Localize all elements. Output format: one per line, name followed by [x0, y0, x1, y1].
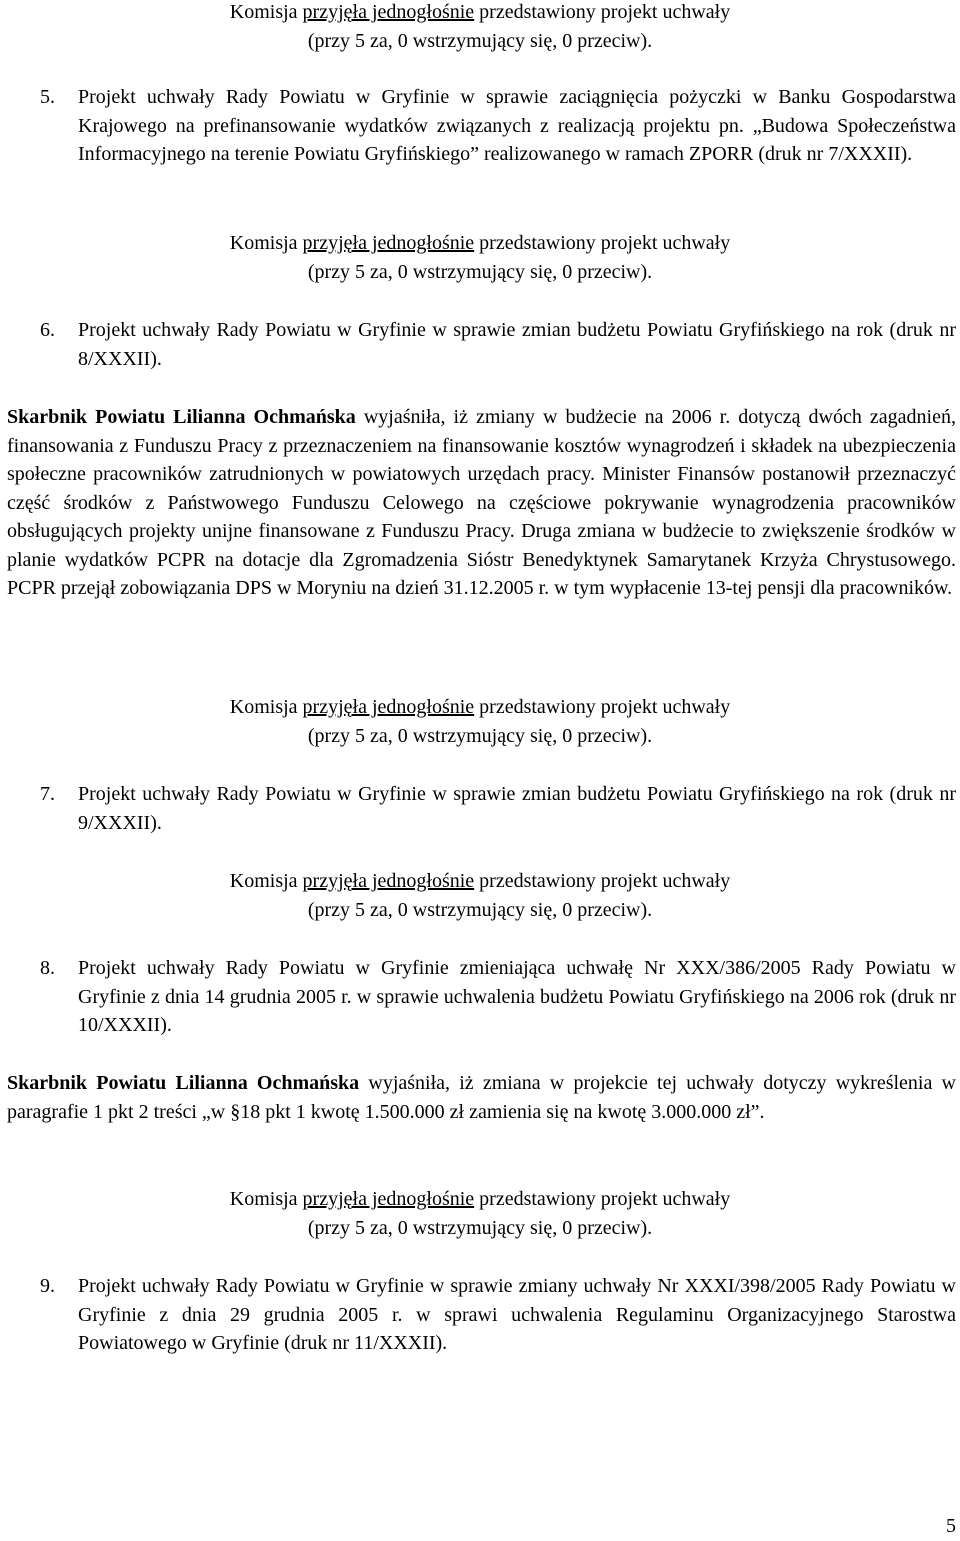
commission-text: przedstawiony projekt uchwały [474, 1188, 731, 1210]
commission-note [0, 693, 960, 750]
item-number: 6. [40, 319, 55, 341]
commission-text: przedstawiony projekt uchwały [474, 870, 731, 892]
commission-text: Komisja [229, 1188, 303, 1210]
speaker-text: wyjaśniła, iż zmiana w projekcie tej uchwały dotyczy wykreślenia w paragrafie 1 pkt 2 treści „w §18 pkt 1 kwotę 1.500.000 zł zamienia się na kwotę 3.000.000 zł”. [7, 1072, 956, 1123]
speaker-paragraph [7, 1069, 956, 1126]
commission-note [0, 867, 960, 924]
commission-note [0, 1185, 960, 1242]
item-text: Projekt uchwały Rady Powiatu w Gryfinie w sprawie zmiany uchwały Nr XXXI/398/2005 Rady Powiatu w Gryfinie z dnia 29 grudnia 2005 r. w sprawi uchwalenia Regulaminu Organizacyjnego Starostwa Powiatowego w Gryfinie (druk nr 11/XXXII). [78, 1275, 956, 1354]
item-text: Projekt uchwały Rady Powiatu w Gryfinie w sprawie zmian budżetu Powiatu Gryfińskiego na rok (druk nr 8/XXXII). [78, 319, 956, 370]
speaker-text: wyjaśniła, iż zmiany w budżecie na 2006 r. dotyczą dwóch zagadnień, finansowania z Funduszu Pracy z przeznaczeniem na finansowanie kosztów wynagrodzeń i składek na ubezpieczenia społeczne pracowników zatrudnionych w powiatowych urzędach pracy. Minister Finansów postanowił przeznaczyć część środków z Państwowego Funduszu Celowego na częściowe pokrywanie wynagrodzenia pracowników obsługujących projekty unijne finansowane z Funduszu Pracy. Druga zmiana w budżecie to zwiększenie środków w planie wydatków PCPR na dotacje dla Zgromadzenia Sióstr Benedyktynek Samarytanek Krzyża Chrystusowego. PCPR przejął zobowiązania DPS w Moryniu na dzień 31.12.2005 r. w tym wypłacenie 13-tej pensji dla pracowników. [7, 406, 956, 599]
commission-text: Komisja [229, 232, 303, 254]
item-number: 7. [40, 783, 55, 805]
commission-underlined: przyjęła jednogłośnie [302, 232, 475, 254]
commission-text: przedstawiony projekt uchwały [474, 696, 731, 718]
commission-text: Komisja [229, 1, 303, 23]
commission-votes: (przy 5 za, 0 wstrzymujący się, 0 przeciw). [307, 724, 653, 747]
agenda-item [40, 316, 956, 373]
commission-votes: (przy 5 za, 0 wstrzymujący się, 0 przeciw). [307, 898, 653, 921]
commission-text: przedstawiony projekt uchwały [474, 232, 731, 254]
commission-note [0, 229, 960, 286]
commission-text: przedstawiony projekt uchwały [474, 1, 731, 23]
speaker-name: Skarbnik Powiatu Lilianna Ochmańska [7, 406, 356, 428]
commission-text: Komisja [229, 870, 303, 892]
commission-votes: (przy 5 za, 0 wstrzymujący się, 0 przeciw). [307, 29, 653, 52]
commission-votes: (przy 5 za, 0 wstrzymujący się, 0 przeciw). [307, 260, 653, 283]
commission-underlined: przyjęła jednogłośnie [302, 1, 475, 23]
item-number: 8. [40, 957, 55, 979]
agenda-item [40, 780, 956, 837]
item-text: Projekt uchwały Rady Powiatu w Gryfinie w sprawie zaciągnięcia pożyczki w Banku Gospodarstwa Krajowego na prefinansowanie wydatków związanych z realizacją projektu pn. „Budowa Społeczeństwa Informacyjnego na terenie Powiatu Gryfińskiego” realizowanego w ramach ZPORR (druk nr 7/XXXII). [78, 86, 956, 165]
speaker-name: Skarbnik Powiatu Lilianna Ochmańska [7, 1072, 360, 1094]
commission-underlined: przyjęła jednogłośnie [302, 696, 475, 718]
item-text: Projekt uchwały Rady Powiatu w Gryfinie w sprawie zmian budżetu Powiatu Gryfińskiego na rok (druk nr 9/XXXII). [78, 783, 956, 834]
speaker-paragraph [7, 403, 956, 603]
commission-text: Komisja [229, 696, 303, 718]
item-number: 5. [40, 86, 55, 108]
agenda-item [40, 1272, 956, 1358]
commission-note [0, 0, 960, 55]
item-text: Projekt uchwały Rady Powiatu w Gryfinie zmieniająca uchwałę Nr XXX/386/2005 Rady Powiatu w Gryfinie z dnia 14 grudnia 2005 r. w sprawie uchwalenia budżetu Powiatu Gryfińskiego na 2006 rok (druk nr 10/XXXII). [78, 957, 956, 1036]
commission-underlined: przyjęła jednogłośnie [302, 870, 475, 892]
commission-votes: (przy 5 za, 0 wstrzymujący się, 0 przeciw). [307, 1216, 653, 1239]
commission-underlined: przyjęła jednogłośnie [302, 1188, 475, 1210]
page-number: 5 [946, 1515, 956, 1537]
agenda-item [40, 954, 956, 1040]
agenda-item [40, 83, 956, 169]
item-number: 9. [40, 1275, 55, 1297]
